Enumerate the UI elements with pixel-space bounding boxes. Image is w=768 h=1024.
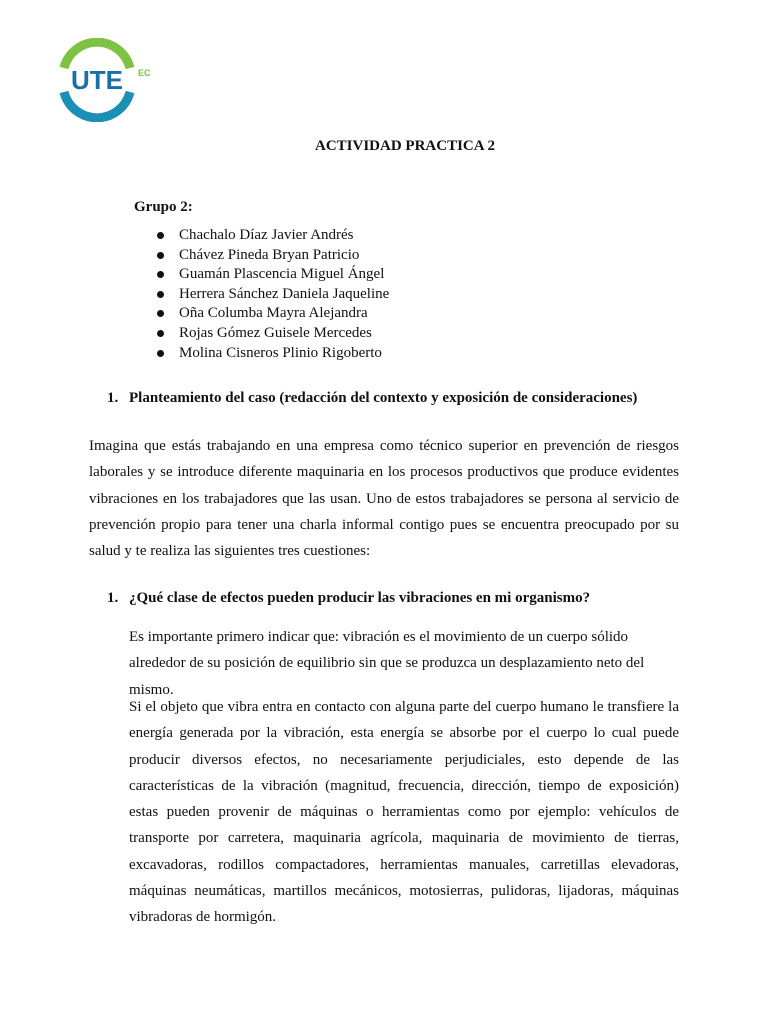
question-heading (107, 590, 590, 607)
question-number: 1. (107, 590, 119, 606)
ute-logo (50, 38, 162, 122)
member-item: Rojas Gómez Guisele Mercedes (156, 324, 389, 344)
section-heading-text: Planteamiento del caso (redacción del contexto y exposición de consideraciones) (129, 390, 638, 406)
logo-text: UTE (71, 65, 123, 95)
group-label: Grupo 2: (134, 199, 193, 215)
member-list (156, 226, 389, 363)
section-heading (107, 390, 637, 407)
answer-paragraph: Es importante primero indicar que: vibración es el movimiento de un cuerpo sólido alrededor de su posición de equilibrio sin que se produzca un desplazamiento neto del mismo. (129, 629, 645, 698)
member-item: Oña Columba Mayra Alejandra (156, 304, 389, 324)
section-number: 1. (107, 390, 119, 406)
member-item: Chávez Pineda Bryan Patricio (156, 246, 389, 266)
member-item: Guamán Plascencia Miguel Ángel (156, 265, 389, 285)
ute-logo-graphic (50, 38, 162, 122)
member-item: Chachalo Díaz Javier Andrés (156, 226, 389, 246)
intro-paragraph: Imagina que estás trabajando en una empresa como técnico superior en prevención de riesgos laborales y se introduce diferente maquinaria en los procesos productivos que produce evidentes vibraciones en los trabajadores que las usan. Uno de estos trabajadores se persona al servicio de prevención propio para tener una charla informal contigo pues se encuentra preocupado por su salud y te realiza las siguientes tres cuestiones: (89, 438, 679, 560)
document-title: ACTIVIDAD PRACTICA 2 (314, 138, 495, 154)
member-item: Herrera Sánchez Daniela Jaqueline (156, 285, 389, 305)
member-item: Molina Cisneros Plinio Rigoberto (156, 344, 389, 364)
question-heading-text: ¿Qué clase de efectos pueden producir las vibraciones en mi organismo? (129, 590, 591, 606)
answer-paragraph: Si el objeto que vibra entra en contacto con alguna parte del cuerpo humano le transfiere la energía generada por la vibración, esta energía se absorbe por el cuerpo lo cual puede producir diversos efectos, no necesariamente perjudiciales, esto depende de las características de la vibración (magnitud, frecuencia, dirección, tiempo de exposición) estas pueden provenir de máquinas o herramientas como por ejemplo: vehículos de transporte por carretera, maquinaria agrícola, maquinaria de movimiento de tierras, excavadoras, rodillos compactadores, herramientas manuales, carretillas elevadoras, máquinas neumáticas, martillos mecánicos, motosierras, pulidoras, lijadoras, máquinas vibradoras de hormigón. (129, 699, 679, 926)
logo-ring-bottom (64, 92, 130, 118)
logo-suffix: EC (138, 68, 151, 78)
